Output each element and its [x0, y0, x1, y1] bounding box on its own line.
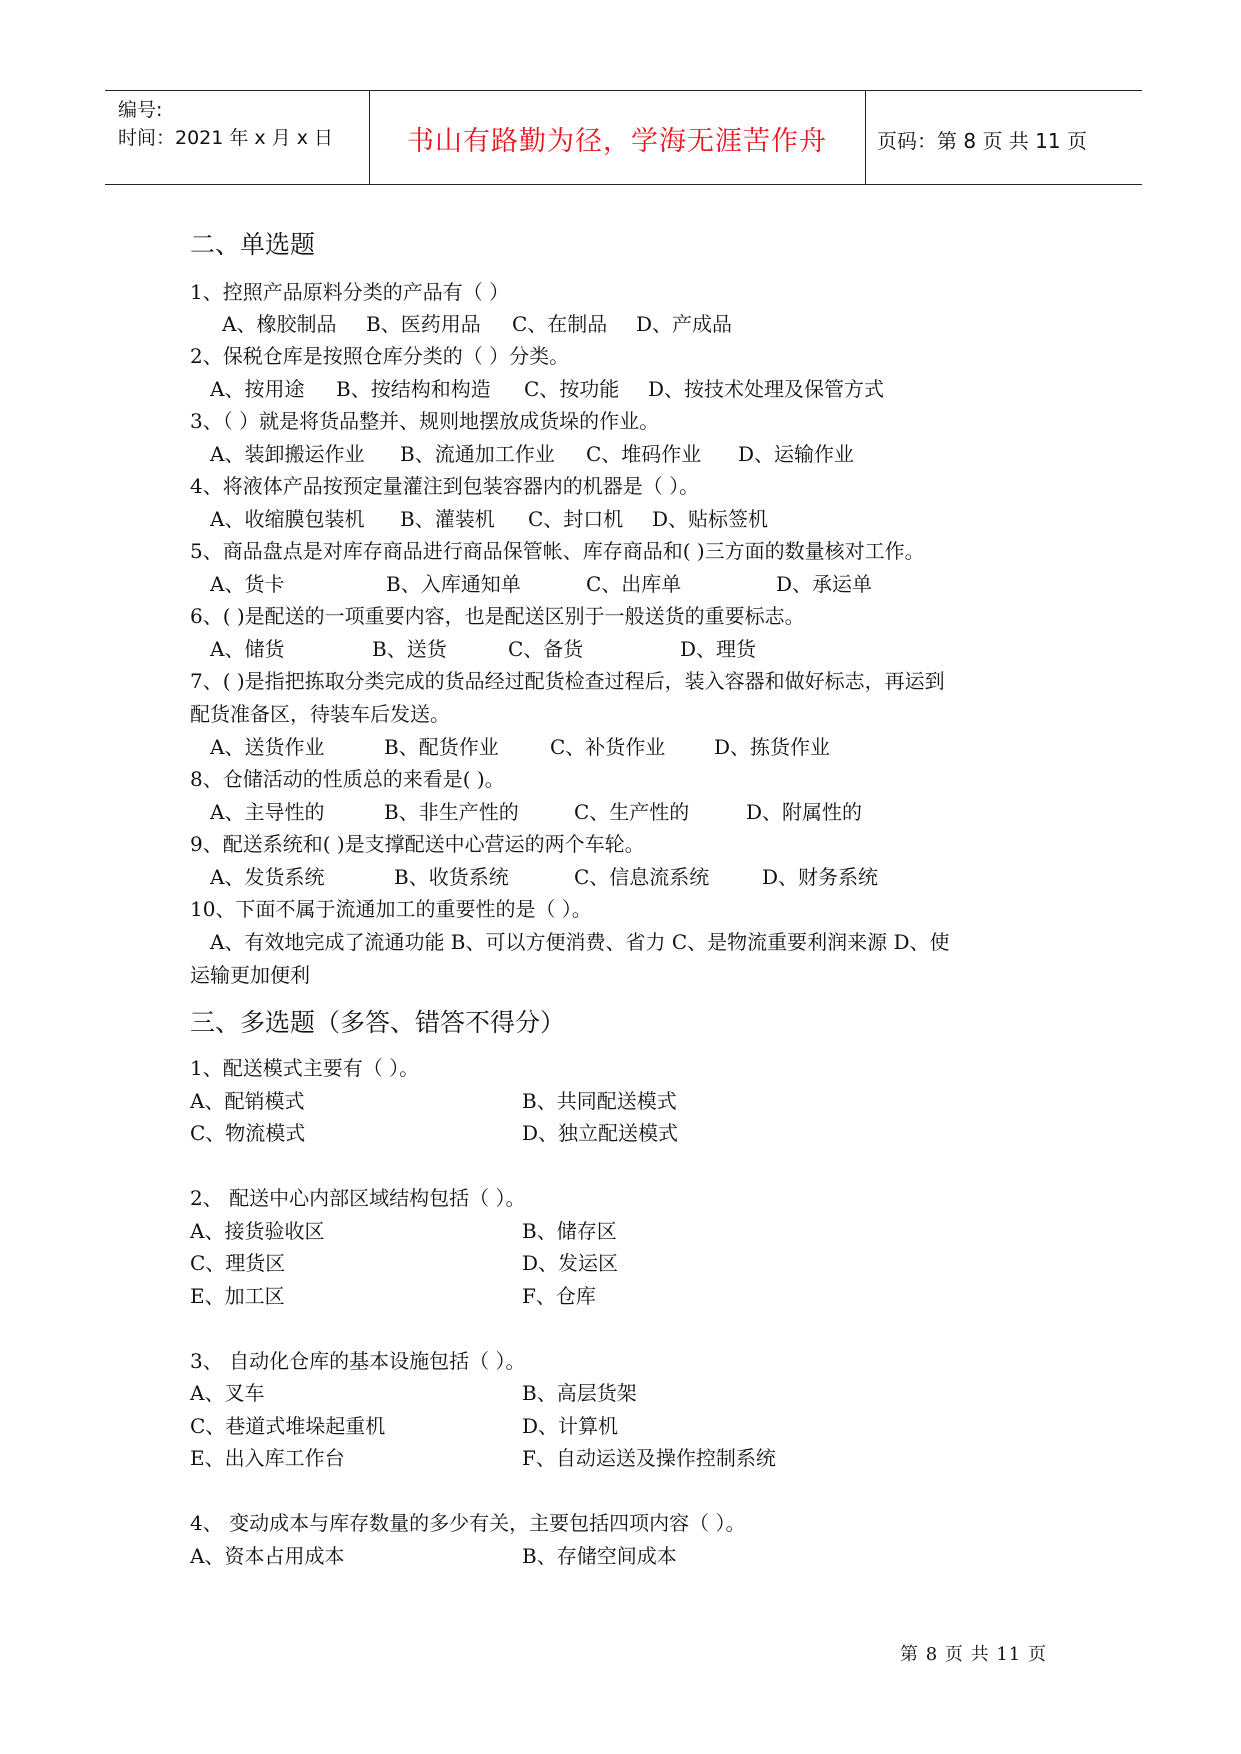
option: B、按结构和构造	[336, 377, 491, 401]
time-label: 时间：2021 年 x 月 x 日	[118, 127, 334, 149]
section-title-single-choice: 二、单选题	[190, 230, 316, 259]
option: C、物流模式	[190, 1121, 306, 1145]
option: A、配销模式	[190, 1089, 305, 1113]
option: A、送货作业	[210, 735, 325, 759]
option: C、备货	[508, 637, 584, 661]
option-line-continued: 运输更加便利	[190, 963, 310, 987]
option: D、附属性的	[746, 800, 863, 824]
option: C、在制品	[512, 312, 608, 336]
option: A、橡胶制品	[222, 312, 337, 336]
page-footer: 第 8 页 共 11 页	[900, 1644, 1047, 1665]
header-middle-cell	[369, 91, 866, 184]
option: B、灌装机	[400, 507, 495, 531]
question-text: 7、( )是指把拣取分类完成的货品经过配货检查过程后，装入容器和做好标志，再运到	[190, 669, 945, 693]
question-text: 2、保税仓库是按照仓库分类的（ ）分类。	[190, 344, 570, 368]
question-text: 1、配送模式主要有（ ）。	[190, 1056, 420, 1080]
header-left-cell	[105, 91, 370, 184]
option: B、收货系统	[394, 865, 509, 889]
option: D、承运单	[776, 572, 873, 596]
option: C、堆码作业	[586, 442, 702, 466]
option: B、非生产性的	[384, 800, 519, 824]
option: E、加工区	[190, 1284, 285, 1308]
question-text: 4、将液体产品按预定量灌注到包装容器内的机器是（ ）。	[190, 474, 700, 498]
option: A、按用途	[210, 377, 305, 401]
option: C、理货区	[190, 1251, 286, 1275]
question-text: 6、( )是配送的一项重要内容，也是配送区别于一般送货的重要标志。	[190, 604, 805, 628]
option: C、封口机	[528, 507, 624, 531]
question-text: 5、商品盘点是对库存商品进行商品保管帐、库存商品和( )三方面的数量核对工作。	[190, 539, 925, 563]
option: A、接货验收区	[190, 1219, 325, 1243]
option: A、主导性的	[210, 800, 325, 824]
option: B、送货	[372, 637, 447, 661]
option: A、收缩膜包装机	[210, 507, 365, 531]
question-text: 8、仓储活动的性质总的来看是( )。	[190, 767, 505, 791]
option: A、装卸搬运作业	[210, 442, 365, 466]
option: D、发运区	[522, 1251, 619, 1275]
option: C、信息流系统	[574, 865, 710, 889]
option: A、货卡	[210, 572, 285, 596]
option: D、计算机	[522, 1414, 619, 1438]
question-text: 2、 配送中心内部区域结构包括（ ）。	[190, 1186, 526, 1210]
option: D、独立配送模式	[522, 1121, 679, 1145]
option: A、资本占用成本	[190, 1544, 345, 1568]
header-table	[105, 90, 1142, 185]
option: D、贴标签机	[652, 507, 769, 531]
option: C、出库单	[586, 572, 682, 596]
option: F、仓库	[522, 1284, 596, 1308]
option: F、自动运送及操作控制系统	[522, 1446, 776, 1470]
option: B、流通加工作业	[400, 442, 555, 466]
question-text: 1、控照产品原料分类的产品有（ ）	[190, 280, 510, 304]
option: C、补货作业	[550, 735, 666, 759]
option: B、配货作业	[384, 735, 499, 759]
option: B、存储空间成本	[522, 1544, 677, 1568]
question-text-continued: 配货准备区，待装车后发送。	[190, 702, 450, 726]
option: C、巷道式堆垛起重机	[190, 1414, 386, 1438]
option: D、产成品	[636, 312, 733, 336]
option: C、生产性的	[574, 800, 690, 824]
option: C、按功能	[524, 377, 620, 401]
option: B、储存区	[522, 1219, 617, 1243]
option: B、入库通知单	[386, 572, 521, 596]
question-text: 4、 变动成本与库存数量的多少有关，主要包括四项内容（ ）。	[190, 1511, 746, 1535]
question-text: 10、下面不属于流通加工的重要性的是（ ）。	[190, 897, 592, 921]
question-text: 9、配送系统和( )是支撑配送中心营运的两个车轮。	[190, 832, 645, 856]
header-right-cell	[865, 91, 1142, 184]
section-title-multiple-choice: 三、多选题（多答、错答不得分）	[190, 1008, 566, 1037]
option: A、叉车	[190, 1381, 265, 1405]
option: D、运输作业	[738, 442, 855, 466]
option: E、出入库工作台	[190, 1446, 345, 1470]
option: B、高层货架	[522, 1381, 637, 1405]
option: B、医药用品	[366, 312, 481, 336]
question-text: 3、 自动化仓库的基本设施包括（ ）。	[190, 1349, 526, 1373]
number-label: 编号:	[118, 99, 163, 121]
option: D、理货	[680, 637, 757, 661]
option: D、拣货作业	[714, 735, 831, 759]
page-code: 页码：第 8 页 共 11 页	[877, 129, 1087, 153]
option: B、共同配送模式	[522, 1089, 677, 1113]
option: A、储货	[210, 637, 285, 661]
option: D、财务系统	[762, 865, 879, 889]
option: A、发货系统	[210, 865, 325, 889]
motto: 书山有路勤为径，学海无涯苦作舟	[407, 126, 827, 157]
option: D、按技术处理及保管方式	[648, 377, 885, 401]
option-line: A、有效地完成了流通功能 B、可以方便消费、省力 C、是物流重要利润来源 D、使	[210, 930, 950, 954]
question-text: 3、（ ）就是将货品整并、规则地摆放成货垛的作业。	[190, 409, 660, 433]
